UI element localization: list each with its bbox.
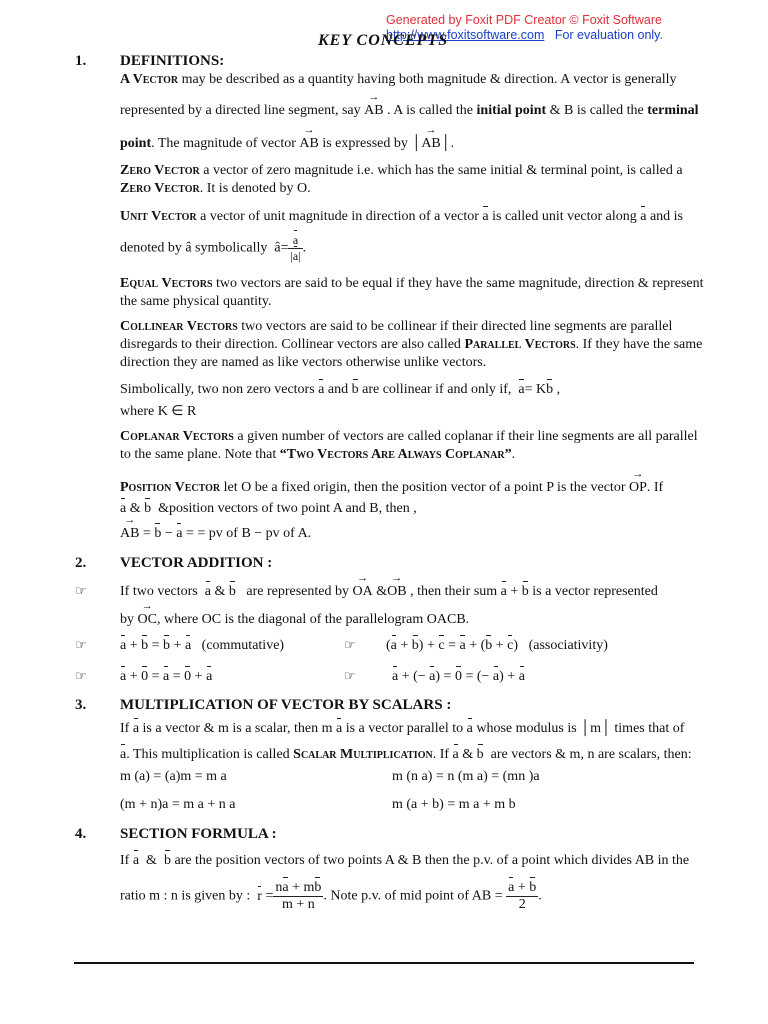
mult-line1: If a is a vector & m is a scalar, then m a is a vector parallel to a whose modulus is │m│ times that of (120, 721, 685, 736)
simbolically-line: Simbolically, two non zero vectors a and b are collinear if and only if, a= Kb , (120, 382, 561, 397)
pointing-hand-icon: ☞ (75, 669, 87, 684)
position-vector-def2: a & b &position vectors of two point A and B, then , (120, 501, 417, 516)
watermark-note: For evaluation only. (554, 28, 663, 42)
zero-vector-def: Zero Vector a vector of zero magnitude i.e. which has the same initial & terminal point, is called a (120, 163, 683, 178)
commutative-formula: a + b = b + a (commutative) (120, 638, 285, 653)
section-formula-line2: ratio m : n is given by : r = $\frac{na + mb}{m + n}$ . Note p.v. of mid point of AB = $\frac{a + b}{2}$ . (120, 880, 542, 912)
unit-vector-def2: denoted by â symbolically â= $\frac{a}{|a|}$ . (120, 233, 307, 263)
section-3-heading: MULTIPLICATION OF VECTOR BY SCALARS : (120, 697, 452, 713)
mult-formula-2: m (n a) = n (m a) = (mn )a (392, 769, 540, 784)
mult-formula-1: m (a) = (a)m = m a (120, 769, 227, 784)
pointing-hand-icon: ☞ (75, 584, 87, 599)
mult-formula-3: (m + n)a = m a + n a (120, 797, 236, 812)
equal-vector-def2: the same physical quantity. (120, 294, 272, 309)
vector-def-line3: point. The magnitude of vector → AB is expressed by │→ AB│. (120, 136, 454, 152)
footer-divider (74, 962, 694, 964)
section-formula-line1: If a & b are the position vectors of two points A & B then the p.v. of a point which divides AB in the (120, 853, 690, 868)
section-2-heading: VECTOR ADDITION : (120, 555, 273, 571)
where-k: where K ∈ R (120, 404, 197, 419)
zero-vector-def2: Zero Vector. It is denoted by O. (120, 181, 311, 196)
unit-vector-def: Unit Vector a vector of unit magnitude in direction of a vector a is called unit vector along a and is (120, 209, 684, 224)
vector-def-line2: represented by a directed line segment, say → AB . A is called the initial point & B is called the terminal (120, 103, 699, 119)
pointing-hand-icon: ☞ (344, 638, 356, 653)
collinear-def2: disregards to their direction. Collinear vectors are also called Parallel Vectors. If they have the same (120, 337, 703, 352)
addition-line1: If two vectors a & b are represented by → OA &→ OB , then their sum a + b is a vector represented (120, 584, 658, 600)
position-vector-def3: → AB = b − a = = pv of B − pv of A. (120, 526, 311, 542)
coplanar-def: Coplanar Vectors a given number of vectors are called coplanar if their line segments are all parallel (120, 429, 698, 444)
mult-line2: a. This multiplication is called Scalar Multiplication. If a & b are vectors & m, n are scalars, then: (120, 747, 692, 762)
pointing-hand-icon: ☞ (344, 669, 356, 684)
mult-formula-4: m (a + b) = m a + m b (392, 797, 516, 812)
watermark-link[interactable]: http://www.foxitsoftware.com (386, 28, 545, 42)
section-4-heading: SECTION FORMULA : (120, 826, 277, 842)
associativity-formula: (a + b) + c = a + (b + c) (associativity) (386, 638, 608, 653)
section-1-number: 1. (75, 53, 87, 69)
inverse-formula: a + (− a) = 0 = (− a) + a (392, 669, 525, 684)
vector-def-line1: A Vector may be described as a quantity having both magnitude & direction. A vector is generally (120, 72, 677, 87)
position-vector-def: Position Vector let O be a fixed origin, then the position vector of a point P is the vector → OP. If (120, 480, 663, 496)
coplanar-def2: to the same plane. Note that “Two Vectors Are Always Coplanar”. (120, 447, 516, 462)
collinear-def3: direction they are named as like vectors otherwise unlike vectors. (120, 355, 487, 370)
pointing-hand-icon: ☞ (75, 638, 87, 653)
zero-identity-formula: a + 0 = a = 0 + a (120, 669, 213, 684)
equal-vector-def: Equal Vectors two vectors are said to be equal if they have the same magnitude, direction & represent (120, 276, 704, 291)
page-title: KEY CONCEPTS (318, 32, 449, 49)
section-4-number: 4. (75, 826, 87, 842)
addition-line2: by → OC, where OC is the diagonal of the parallelogram OACB. (120, 612, 469, 628)
watermark-line1: Generated by Foxit PDF Creator © Foxit Software (386, 13, 662, 27)
section-3-number: 3. (75, 697, 87, 713)
collinear-def: Collinear Vectors two vectors are said to be collinear if their directed line segments are parallel (120, 319, 673, 334)
section-1-heading: DEFINITIONS: (120, 53, 225, 69)
section-2-number: 2. (75, 555, 87, 571)
